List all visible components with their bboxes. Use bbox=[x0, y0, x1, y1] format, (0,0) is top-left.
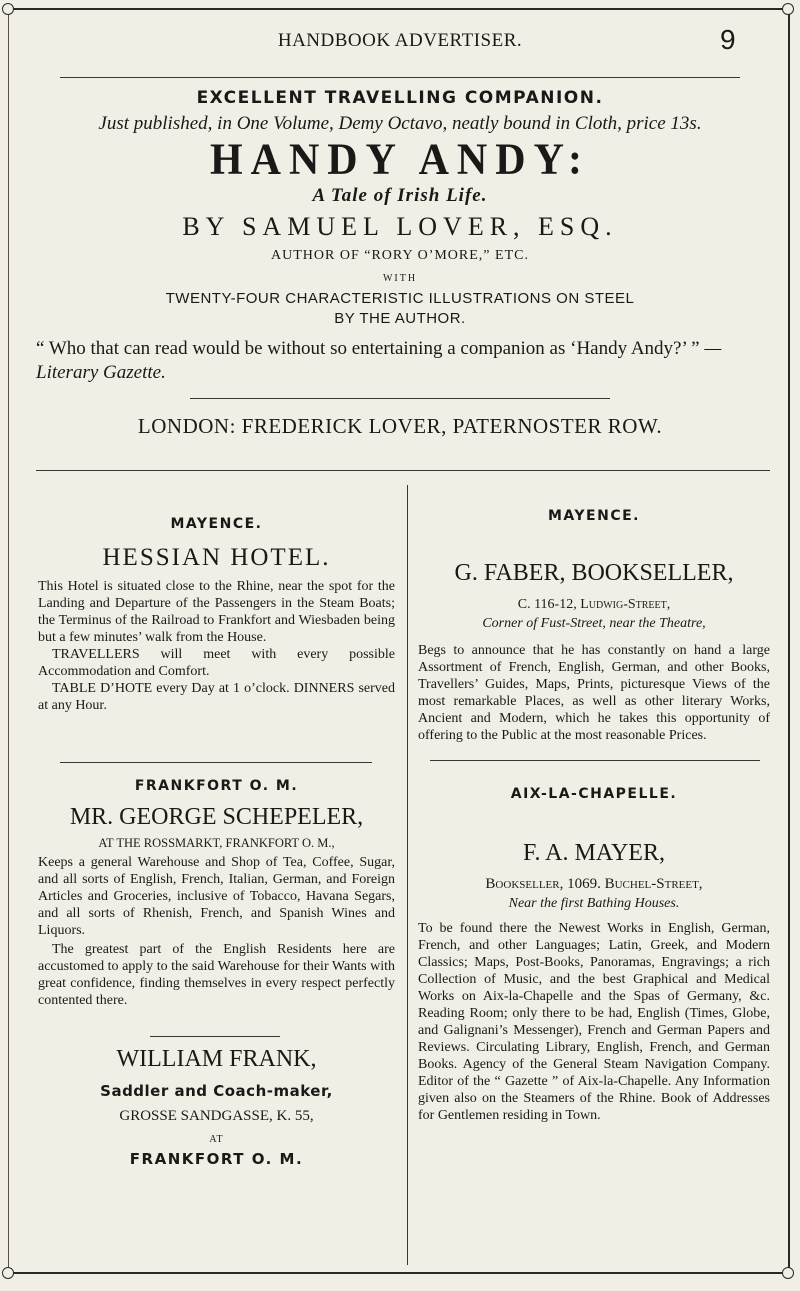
left-divider-1 bbox=[60, 762, 372, 763]
frank-name: WILLIAM FRANK, bbox=[116, 1046, 317, 1072]
review-quote bbox=[36, 337, 766, 385]
column-divider bbox=[407, 485, 408, 1265]
section-rule bbox=[36, 470, 770, 471]
mayer-location: Near the first Bathing Houses. bbox=[508, 896, 680, 911]
hotel-paragraph-1: This Hotel is situated close to the Rhine, near the spot for the Landing and Departure of the Passengers in the Steam Boats; the Terminus of the Railroad to Frankfort and Wiesbaden being but a few minutes’ walk from the House. bbox=[38, 579, 395, 645]
frame-bottom-border bbox=[8, 1272, 792, 1274]
book-title: HANDY ANDY: bbox=[209, 135, 591, 185]
page-number: 9 bbox=[720, 24, 736, 55]
hotel-paragraph-3: TABLE D’HOTE every Day at 1 o’clock. DINNERS served at any Hour. bbox=[38, 681, 395, 713]
quote-text: “ Who that can read would be without so entertaining a companion as ‘Handy Andy?’ ” bbox=[36, 338, 700, 359]
faber-description: Begs to announce that he has constantly on hand a large Assortment of French, English, German, and other Books, Travellers’ Guides, Maps, Prints, picturesque Views of the most remarkable Places, as well as other literary Works, Ancient and Modern, which he takes this opportunity of offering to the Public at the most reasonable Prices. bbox=[418, 643, 770, 743]
hessian-hotel-name: HESSIAN HOTEL. bbox=[102, 544, 331, 571]
faber-location: Corner of Fust-Street, near the Theatre, bbox=[482, 616, 706, 631]
corner-ornament-icon bbox=[2, 3, 14, 15]
illustrations-note bbox=[60, 289, 740, 329]
corner-ornament-icon bbox=[782, 1267, 794, 1279]
schepeler-paragraph-1: Keeps a general Warehouse and Shop of Tea, Coffee, Sugar, and all sorts of English, French, Italian, German, and Foreign Articles and Groceries, inclusive of Tobacco, Havana Segars, and all sorts of Rhenish, French, and Spanish Wines and Liquors. bbox=[38, 855, 395, 938]
illustrations-line-1: TWENTY-FOUR CHARACTERISTIC ILLUSTRATIONS ON STEEL bbox=[165, 290, 635, 307]
author-byline: BY SAMUEL LOVER, ESQ. bbox=[182, 212, 618, 241]
publisher-imprint: LONDON: FREDERICK LOVER, PATERNOSTER ROW. bbox=[137, 414, 663, 438]
author-of-line: AUTHOR OF “RORY O’MORE,” ETC. bbox=[271, 248, 529, 263]
frame-top-border bbox=[8, 8, 792, 10]
right-divider-1 bbox=[430, 760, 760, 761]
hessian-hotel-description bbox=[38, 578, 395, 714]
hotel-paragraph-2: TRAVELLERS will meet with every possible Accommodation and Comfort. bbox=[38, 647, 395, 679]
book-ad-heading: EXCELLENT TRAVELLING COMPANION. bbox=[196, 88, 604, 108]
header-rule bbox=[60, 77, 740, 78]
left-divider-2 bbox=[150, 1036, 280, 1037]
quote-source: — Literary Gazette. bbox=[36, 338, 722, 383]
frame-left-border bbox=[8, 8, 9, 1272]
schepeler-address: AT THE ROSSMARKT, FRANKFORT O. M., bbox=[98, 836, 335, 850]
frank-at: AT bbox=[209, 1134, 224, 1145]
frank-city: FRANKFORT O. M. bbox=[129, 1150, 304, 1168]
left-sec2-heading: FRANKFORT O. M. bbox=[134, 778, 299, 794]
illustrations-line-2: BY THE AUTHOR. bbox=[334, 310, 466, 327]
corner-ornament-icon bbox=[782, 3, 794, 15]
faber-address: C. 116-12, Ludwig-Street, bbox=[517, 597, 671, 612]
schepeler-description bbox=[38, 854, 395, 1009]
schepeler-paragraph-2: The greatest part of the English Residents here are accustomed to apply to the said Warehouse for their Wants with great confidence, finding themselves in every respect perfectly contented there. bbox=[38, 942, 395, 1008]
frame-right-border bbox=[788, 8, 790, 1272]
right-sec1-heading: MAYENCE. bbox=[547, 508, 640, 524]
mayer-address: Bookseller, 1069. Buchel-Street, bbox=[485, 876, 703, 892]
faber-name: G. FABER, BOOKSELLER, bbox=[454, 560, 734, 586]
with-label: WITH bbox=[382, 273, 418, 284]
right-sec2-heading: AIX-LA-CHAPELLE. bbox=[510, 786, 678, 802]
running-head: HANDBOOK ADVERTISER. bbox=[277, 30, 523, 51]
mayer-name: F. A. MAYER, bbox=[523, 840, 665, 866]
short-divider bbox=[190, 398, 610, 399]
corner-ornament-icon bbox=[2, 1267, 14, 1279]
frank-trade: Saddler and Coach-maker, bbox=[100, 1082, 333, 1100]
published-line: Just published, in One Volume, Demy Octavo, neatly bound in Cloth, price 13s. bbox=[98, 113, 702, 134]
book-subtitle: A Tale of Irish Life. bbox=[312, 185, 488, 206]
left-sec1-heading: MAYENCE. bbox=[170, 516, 263, 532]
frank-address: GROSSE SANDGASSE, K. 55, bbox=[119, 1108, 314, 1124]
mayer-description: To be found there the Newest Works in English, German, French, and other Languages; Latin, Greek, and Modern Classics; Maps, Post-Books, Panoramas, Engravings; a rich Collection of Music, and the best Graphical and Medical Works on Aix-la-Chapelle and the Spas of Germany, &c. Reading Room; only there to be had, English (Times, Globe, and Galignani’s Messenger), French and German Papers and Reviews. Circulating Library, English, French, and German Books. Agency of the General Steam Navigation Company. Editor of the “ Gazette ” of Aix-la-Chapelle. Any Information given also on the Steamers of the Rhine. Book of Addresses for Gentlemen residing in Town. bbox=[418, 921, 770, 1123]
schepeler-name: MR. GEORGE SCHEPELER, bbox=[69, 804, 364, 830]
